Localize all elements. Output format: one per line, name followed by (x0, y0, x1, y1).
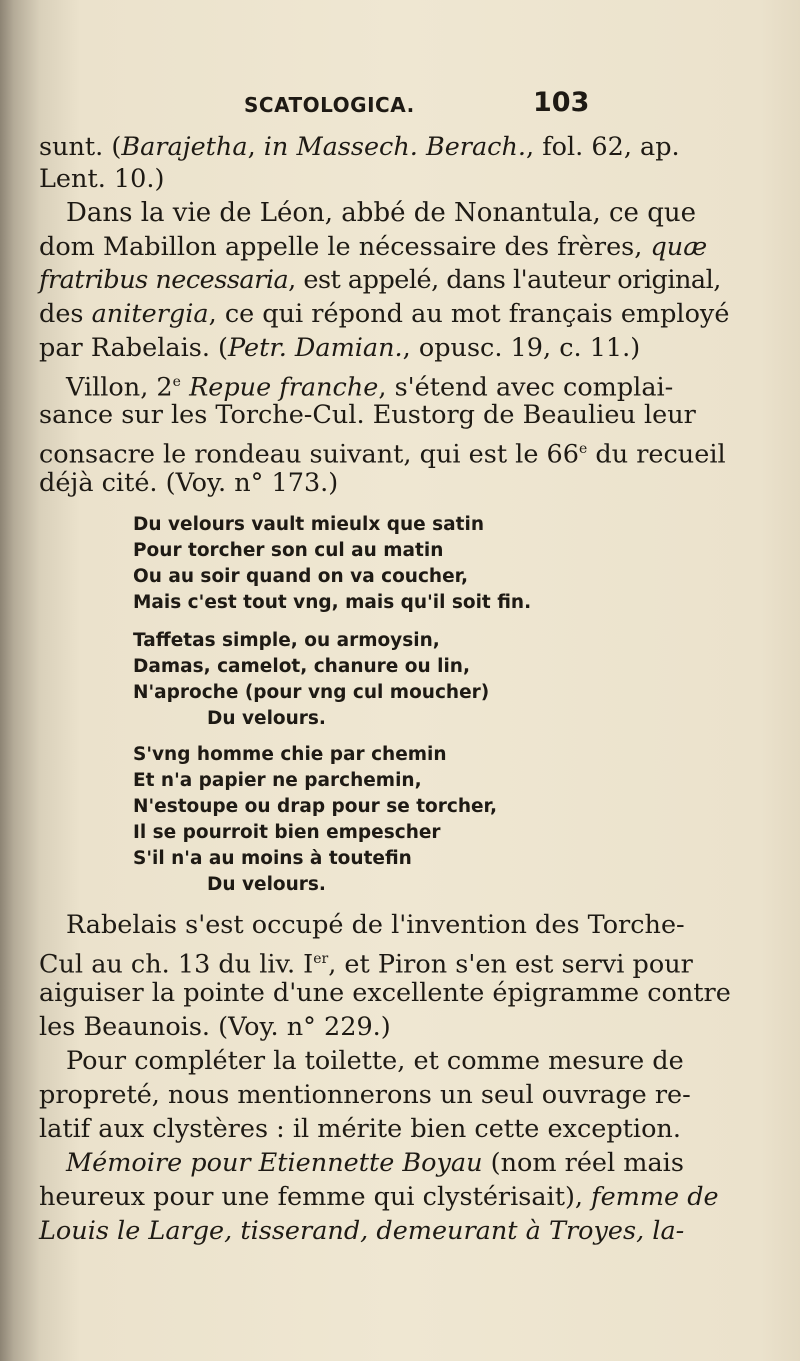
text-line: Dans la vie de Léon, abbé de Nonantula, ce que (66, 198, 696, 228)
running-title: SCATOLOGICA. (244, 93, 415, 117)
poem-verse: Il se pourroit bien empescher (133, 822, 441, 843)
text-line: Pour compléter la toilette, et comme mesure de (66, 1046, 684, 1076)
text-line: Rabelais s'est occupé de l'invention des Torche- (66, 910, 685, 940)
text-line: Mémoire pour Etiennette Boyau (nom réel mais (66, 1148, 684, 1178)
text-line: heureux pour une femme qui clystérisait), femme de (39, 1182, 719, 1212)
text-line: Villon, 2e Repue franche, s'étend avec complai- (66, 372, 674, 403)
text-line: sunt. (Barajetha, in Massech. Berach., fol. 62, ap. (39, 132, 680, 162)
text-line: sance sur les Torche-Cul. Eustorg de Beaulieu leur (39, 400, 696, 430)
poem-verse: N'aproche (pour vng cul moucher) (133, 682, 490, 703)
poem-verse: Mais c'est tout vng, mais qu'il soit fin. (133, 592, 532, 613)
text-line: déjà cité. (Voy. n° 173.) (39, 468, 339, 498)
text-line: des anitergia, ce qui répond au mot français employé (39, 299, 730, 329)
page-number: 103 (533, 87, 590, 118)
text-line: propreté, nous mentionnerons un seul ouvrage re- (39, 1080, 691, 1110)
text-line: consacre le rondeau suivant, qui est le 66e du recueil (39, 439, 726, 470)
text-line: dom Mabillon appelle le nécessaire des frères, quæ (39, 232, 708, 262)
poem-verse: S'il n'a au moins à toutefin (133, 848, 412, 869)
poem-verse: Damas, camelot, chanure ou lin, (133, 656, 470, 677)
text-line: les Beaunois. (Voy. n° 229.) (39, 1012, 391, 1042)
text-line: fratribus necessaria, est appelé, dans l'auteur original, (39, 265, 721, 295)
text-line: Louis le Large, tisserand, demeurant à Troyes, la- (39, 1216, 685, 1246)
text-line: Cul au ch. 13 du liv. Ier, et Piron s'en est servi pour (39, 949, 693, 980)
poem-verse: Ou au soir quand on va coucher, (133, 566, 469, 587)
text-line: latif aux clystères : il mérite bien cette exception. (39, 1114, 681, 1144)
poem-refrain: Du velours. (207, 874, 326, 895)
text-line: Lent. 10.) (39, 164, 165, 194)
poem-verse: Taffetas simple, ou armoysin, (133, 630, 440, 651)
poem-verse: S'vng homme chie par chemin (133, 744, 447, 765)
text-line: aiguiser la pointe d'une excellente épigramme contre (39, 978, 731, 1008)
poem-verse: N'estoupe ou drap pour se torcher, (133, 796, 497, 817)
poem-verse: Et n'a papier ne parchemin, (133, 770, 422, 791)
poem-verse: Pour torcher son cul au matin (133, 540, 444, 561)
text-line: par Rabelais. (Petr. Damian., opusc. 19, c. 11.) (39, 333, 641, 363)
page-header (0, 87, 800, 123)
poem-refrain: Du velours. (207, 708, 326, 729)
poem-verse: Du velours vault mieulx que satin (133, 514, 485, 535)
